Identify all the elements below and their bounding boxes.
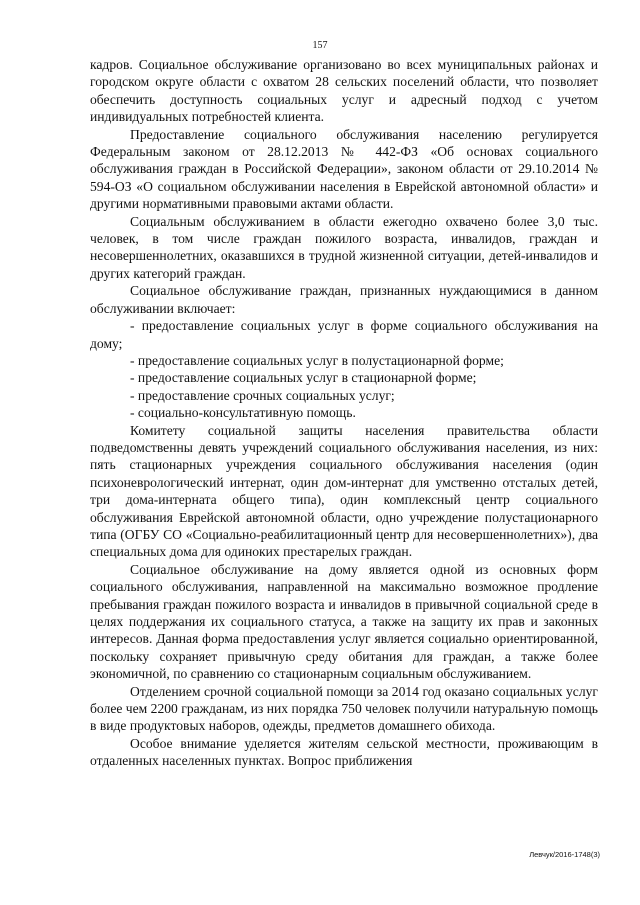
list-item: - предоставление социальных услуг в полустационарной форме; bbox=[130, 352, 504, 368]
list-item: - предоставление социальных услуг в форме социального обслуживания на дому; bbox=[90, 318, 598, 351]
paragraph: кадров. Социальное обслуживание организовано во всех муниципальных районах и городском округе области с охватом 28 сельских поселений области, что позволяет обеспечить доступность социальных услуг и адресный подход с учетом индивидуальных потребностей клиента. bbox=[90, 57, 598, 125]
list-item: - социально-консультативную помощь. bbox=[130, 405, 356, 421]
list-item: - предоставление социальных услуг в стационарной форме; bbox=[130, 370, 477, 386]
paragraph: Социальное обслуживание на дому является одной из основных форм социального обслуживания, направленной на максимально возможное продление пребывания граждан пожилого возраста и инвалидов в привычной социальной среде в целях поддержания их социального статуса, а также на защиту их прав и законных интересов. Данная форма предоставления услуг является социально ориентированной, поскольку сохраняет привычную среду обитания для граждан, а также более экономичной, по сравнению со стационарным социальным обслуживанием. bbox=[90, 561, 598, 682]
page-number: 157 bbox=[312, 40, 328, 51]
paragraph: Социальное обслуживание граждан, признанных нуждающимися в данном обслуживании включает: bbox=[90, 283, 598, 316]
paragraph: Отделением срочной социальной помощи за 2014 год оказано социальных услуг более чем 2200 гражданам, из них порядка 750 человек получили натуральную помощь в виде продуктовых наборов, одежды, предметов домашнего обихода. bbox=[90, 683, 598, 734]
paragraph: Предоставление социального обслуживания населению регулируется Федеральным законом от 28.12.2013 № 442-ФЗ «Об основах социального обслуживания граждан в Российской Федерации», законом области от 29.10.2014 № 594-ОЗ «О социальном обслуживании населения в Еврейской автономной области» и другими нормативными правовыми актами области. bbox=[90, 126, 598, 212]
paragraph: Особое внимание уделяется жителям сельской местности, проживающим в отдаленных населенных пунктах. Вопрос приближения bbox=[90, 735, 598, 769]
paragraph: Комитету социальной защиты населения правительства области подведомственны девять учреждений социального обслуживания населения, из них: пять стационарных учреждения социального обслуживания населения (один психоневрологический интернат, один дом-интернат для умственно отсталых детей, три дома-интерната общего типа), один комплексный центр социального обслуживания Еврейской автономной области, одно учреждение полустационарного типа (ОГБУ СО «Социально-реабилитационный центр для несовершеннолетних»), два специальных дома для одиноких престарелых граждан. bbox=[90, 422, 598, 560]
document-footer-code: Левчук/2016-1748(3) bbox=[529, 850, 600, 859]
paragraph: Социальным обслуживанием в области ежегодно охвачено более 3,0 тыс. человек, в том числе граждан пожилого возраста, инвалидов, граждан и несовершеннолетних, оказавшихся в трудной жизненной ситуации, детей-инвалидов и других категорий граждан. bbox=[90, 213, 598, 281]
list-item: - предоставление срочных социальных услуг; bbox=[130, 387, 395, 403]
document-body bbox=[90, 56, 598, 770]
